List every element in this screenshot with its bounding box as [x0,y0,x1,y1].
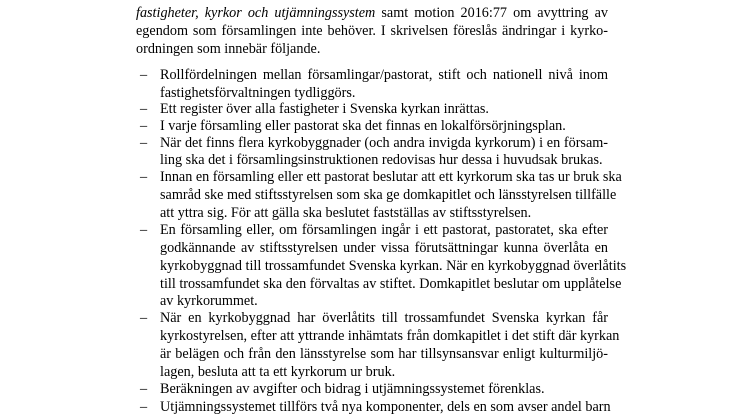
list-dash: – [140,310,148,326]
list-item-line: Innan en församling eller ett pastorat beslutar att ett kyrkorum ska tas ur bruk ska [160,169,622,185]
list-dash: – [140,399,148,415]
intro-line-3: ordningen som innebär följande. [136,41,321,57]
list-item-line: I varje församling eller pastorat ska det finnas en lokalförsörjningsplan. [160,118,566,134]
list-dash: – [140,101,148,117]
list-item-line: samråd ske med stiftsstyrelsen som ska ge domkapitlet och länsstyrelsen tillfälle [160,187,617,203]
intro-italic-text: fastigheter, kyrkor och utjämningssystem [136,5,376,21]
list-dash: – [140,67,148,83]
list-item-line: Utjämningssystemet tillförs två nya komponenter, dels en som avser andel barn [160,399,611,415]
list-item-line: kyrkostyrelsen, efter att yttrande inhämtats från domkapitlet i det stift där kyrkan [160,328,620,344]
list-item-line: En församling eller, om församlingen ingår i ett pastorat, pastoratet, ska efter [160,222,608,238]
list-item-line: När en kyrkobyggnad har överlåtits till trossamfundet Svenska kyrkan får [160,310,608,326]
list-item-line: av kyrkorummet. [160,293,258,309]
list-item-line: När det finns flera kyrkobyggnader (och andra invigda kyrkorum) i en försam- [160,135,608,151]
list-item-line: Ett register över alla fastigheter i Svenska kyrkan inrättas. [160,101,489,117]
list-dash: – [140,135,148,151]
list-dash: – [140,222,148,238]
list-item-line: godkännande av stiftsstyrelsen under vissa förutsättningar kunna överlåta en [160,240,608,256]
list-dash: – [140,169,148,185]
list-item-line: ling ska det i församlingsinstruktionen redovisas hur dessa i huvudsak brukas. [160,152,603,168]
list-item-line: lagen, besluta att ta ett kyrkorum ur bruk. [160,364,396,380]
intro-line-1-rest: samt motion 2016:77 om avyttring av [375,5,608,21]
list-item-line: till trossamfundet ska den förvaltas av stiftet. Domkapitlet beslutar om upplåtelse [160,276,622,292]
list-dash: – [140,381,148,397]
intro-line-2: egendom som församlingen inte behöver. I skrivelsen föreslås ändringar i kyrko- [136,23,608,39]
list-item-line: att yttra sig. För att gälla ska beslutet fastställas av stiftsstyrelsen. [160,205,532,221]
intro-line-1 [136,4,608,22]
list-dash: – [140,118,148,134]
list-item-line: kyrkobyggnad till trossamfundet Svenska kyrkan. När en kyrkobyggnad överlåtits [160,258,627,274]
list-item-line: Rollfördelningen mellan församlingar/pastorat, stift och nationell nivå inom [160,67,608,83]
list-item-line: är belägen och från den länsstyrelse som har tillsynsansvar enligt kulturmiljö- [160,346,608,362]
list-item-line: Beräkningen av avgifter och bidrag i utjämningssystemet förenklas. [160,381,545,397]
list-item-line: fastighetsförvaltningen tydliggörs. [160,85,356,101]
